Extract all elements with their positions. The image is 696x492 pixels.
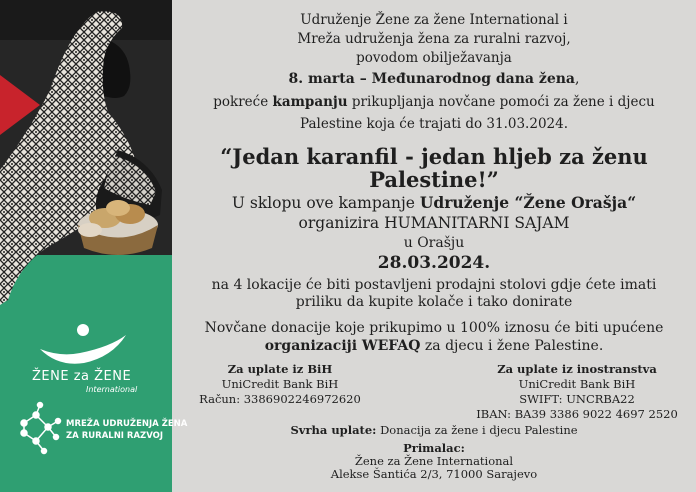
organizer-name: Udruženje “Žene Orašja“ bbox=[419, 193, 637, 212]
womens-day-comma: , bbox=[574, 71, 580, 87]
intro-line-3: povodom obilježavanja bbox=[356, 50, 512, 66]
mreza-logo-line2: ZA RURALNI RAZVOJ bbox=[66, 431, 164, 441]
campaign-duration-line: Palestine koja će trajati do 31.03.2024. bbox=[300, 116, 568, 132]
campaign-title-line-1: “Jedan karanfil - jedan hljeb za ženu bbox=[220, 144, 648, 169]
recipient-address: Alekse Šantića 2/3, 71000 Sarajevo bbox=[330, 467, 538, 481]
womens-day-line bbox=[172, 71, 696, 87]
intro-line-1: Udruženje Žene za žene International i bbox=[300, 12, 568, 28]
payment-abroad-swift: SWIFT: UNCRBA22 bbox=[519, 392, 635, 406]
campaign-intro-line bbox=[172, 94, 696, 110]
intro-line-2: Mreža udruženja žena za ruralni razvoj, bbox=[297, 31, 571, 47]
payment-purpose-label: Svrha uplate: bbox=[290, 423, 377, 437]
payment-bih-bank: UniCredit Bank BiH bbox=[221, 377, 339, 391]
payment-abroad-iban: IBAN: BA39 3386 9022 4697 2520 bbox=[476, 407, 678, 421]
organizer-line bbox=[172, 194, 696, 212]
fair-line: organizira HUMANITARNI SAJAM bbox=[298, 214, 570, 232]
payment-bih-block bbox=[180, 362, 380, 407]
campaign-word: kampanju bbox=[272, 94, 348, 110]
payment-purpose-value: Donacija za žene i djecu Palestine bbox=[376, 423, 578, 437]
payment-purpose bbox=[172, 422, 696, 438]
campaign-intro-post: prikupljanja novčane pomoći za žene i djecu bbox=[347, 94, 655, 110]
payment-bih-account: Račun: 3386902246972620 bbox=[199, 392, 361, 406]
description-line-1: na 4 lokacije će biti postavljeni prodajni stolovi gdje ćete imati bbox=[211, 277, 657, 293]
description-line-2: priliku da kupite kolače i tako donirate bbox=[295, 294, 573, 310]
campaign-title-line-2: Palestine!” bbox=[369, 167, 499, 192]
womens-day-text: 8. marta – Međunarodnog dana žena bbox=[288, 71, 575, 87]
donation-line-2 bbox=[172, 338, 696, 354]
payment-abroad-bank: UniCredit Bank BiH bbox=[518, 377, 636, 391]
network-icon bbox=[21, 403, 61, 454]
logo-panel bbox=[0, 305, 188, 492]
zene-logo-title: ŽENE za ŽENE bbox=[32, 369, 132, 384]
illustration-svg bbox=[0, 0, 172, 305]
wefaq-org: organizaciji WEFAQ bbox=[264, 338, 421, 354]
recipient-name: Žene za Žene International bbox=[354, 454, 514, 468]
zene-logo-subtitle: International bbox=[86, 385, 138, 394]
event-date: 28.03.2024. bbox=[377, 253, 491, 273]
text-panel bbox=[172, 0, 696, 492]
donation-line-2-tail: za djecu i žene Palestine. bbox=[420, 338, 604, 354]
location-line: u Orašju bbox=[403, 235, 465, 251]
zene-za-zene-logo-icon bbox=[0, 305, 172, 492]
organizer-pre: U sklopu ove kampanje bbox=[231, 194, 420, 212]
campaign-intro-pre: pokreće bbox=[213, 94, 273, 110]
payment-abroad-heading: Za uplate iz inostranstva bbox=[497, 362, 657, 376]
left-panel bbox=[0, 0, 188, 492]
mreza-logo-line1: MREŽA UDRUŽENJA ŽENA bbox=[66, 419, 188, 429]
recipient-label: Primalac: bbox=[403, 441, 465, 455]
donation-line-1: Novčane donacije koje prikupimo u 100% iznosu će biti upućene bbox=[204, 320, 664, 336]
keffiyeh-woman-illustration bbox=[0, 0, 172, 305]
payment-abroad-block bbox=[462, 362, 692, 422]
payment-bih-heading: Za uplate iz BiH bbox=[227, 362, 333, 376]
